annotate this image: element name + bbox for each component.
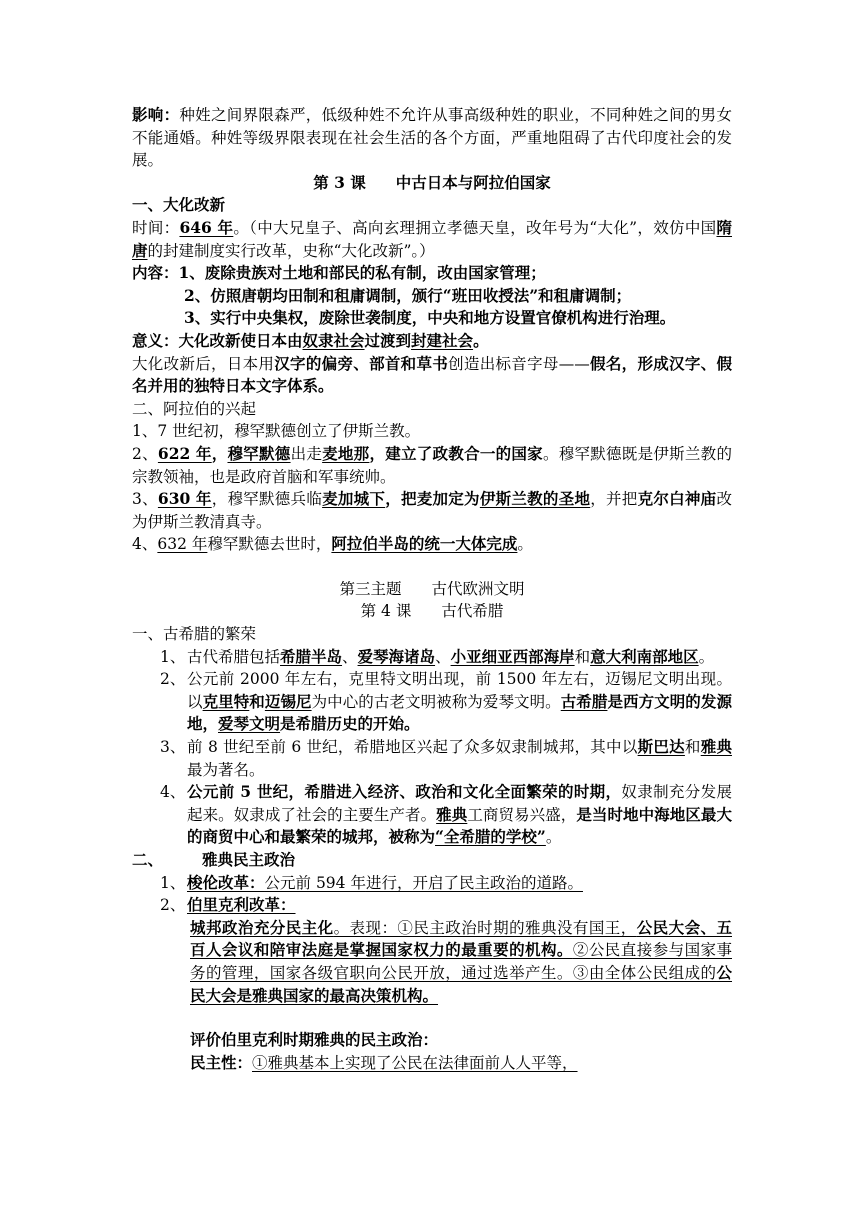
i4-g: 。 — [545, 828, 562, 847]
taika-content-3: 3、实行中央集权，废除世袭制度，中央和地方设置官僚机构进行治理。 — [184, 308, 676, 328]
i1-c: 、 — [342, 647, 358, 666]
list-item — [132, 736, 732, 781]
i3-a: 前 8 世纪至前 6 世纪，希腊地区兴起了众多奴隶制城邦，其中以 — [187, 738, 638, 757]
list-number: 4、 — [160, 783, 186, 802]
theme3-title — [132, 578, 732, 601]
arab3-kaaba: 克尔白神庙 — [637, 489, 717, 509]
arab3-holy: 伊斯兰教的圣地 — [479, 489, 591, 509]
i4-a: 公元前 5 世纪，希腊进入经济、政治和文化全面繁荣的时期， — [187, 782, 622, 802]
arab4-num: 4、 — [132, 535, 158, 554]
meaning-mid: 过渡到 — [364, 330, 412, 350]
i1-f: 小亚细亚西部海岸 — [450, 646, 575, 666]
list-number: 2、 — [160, 896, 186, 915]
time-year: 646 年 — [179, 217, 234, 237]
arab2-muhammad: 穆罕默德 — [227, 443, 291, 463]
arab3-b: ，把麦加定为 — [385, 489, 480, 509]
list-item — [132, 781, 732, 849]
democracy-line — [132, 1052, 732, 1075]
section-heading-athens — [132, 849, 732, 872]
list-number: 1、 — [160, 873, 186, 892]
kana-d: 假名，形成汉字、假名并用的独特日本文字体系。 — [132, 353, 732, 396]
time-label: 时间： — [132, 218, 180, 237]
block-b: 。表现：①民主政治时期的雅典没有国王， — [333, 918, 637, 937]
meaning-a: 意义：大化改新使日本由 — [132, 330, 303, 350]
solon-label: 梭伦改革： — [187, 872, 265, 892]
pericles-label: 伯里克利改革： — [187, 895, 296, 915]
arab-item-1: 1、7 世纪初，穆罕默德创立了伊斯兰教。 — [132, 422, 421, 441]
content-item: 1、废除贵族对土地和部民的私有制，改由国家管理； — [178, 263, 546, 283]
arab3-mecca: 麦加城下 — [322, 489, 386, 509]
i3-c: 和 — [684, 738, 701, 757]
kana-b: 汉字的偏旁、部首和草书 — [274, 353, 449, 373]
kana-a: 大化改新后，日本用 — [132, 354, 275, 373]
intro-paragraph — [132, 104, 732, 172]
i2-e: 为中心的古老文明被称为爱琴文明。 — [311, 692, 561, 711]
demo-label: 民主性： — [190, 1052, 253, 1072]
arab4-year: 632 年 — [157, 535, 208, 554]
i2-b: 克里特 — [202, 691, 250, 711]
lesson4-number: 第 4 课 — [360, 602, 412, 621]
arab-item-2 — [132, 443, 732, 488]
i4-d: 工商贸易兴盛， — [467, 805, 577, 824]
list-item — [132, 668, 732, 736]
i3-d: 雅典 — [700, 737, 732, 757]
section-heading-taika: 一、大化改新 — [132, 195, 226, 215]
arab2-c: 。穆罕默德既是伊斯兰教的宗教领袖，也是政府首脑和军事统帅。 — [132, 444, 732, 486]
lesson3-name: 中古日本与阿拉伯国家 — [395, 172, 551, 192]
greece-list — [132, 646, 732, 849]
i2-c: 和 — [249, 691, 265, 711]
arab2-year: 622 年 — [157, 443, 212, 463]
demo-text: ①雅典基本上实现了公民在法律面前人人平等， — [252, 1053, 578, 1072]
arab2-b: ，建立了政教合一的国家 — [369, 443, 543, 463]
meaning-end: 。 — [473, 330, 489, 350]
evaluation-heading: 评价伯里克利时期雅典的民主政治： — [190, 1030, 439, 1050]
arab-item-3 — [132, 488, 732, 533]
list-number: 3、 — [160, 738, 186, 757]
list-item — [132, 894, 732, 917]
arab4-a: 穆罕默德去世时， — [207, 535, 332, 554]
i4-b: 奴隶制充分发展起来。奴隶成了社会的主要生产者。 — [187, 783, 732, 824]
i1-g: 和 — [574, 647, 591, 666]
i1-a: 古代希腊包括 — [187, 647, 281, 666]
meaning-slave: 奴隶社会 — [302, 330, 365, 350]
i2-g: 是西方文明的发源地， — [187, 691, 732, 734]
i3-e: 最为著名。 — [187, 760, 265, 779]
i1-i: 。 — [698, 647, 715, 666]
arab3-a: ，穆罕默德兵临 — [211, 490, 323, 509]
arab3-c: ，并把 — [590, 490, 638, 509]
section-heading-greece: 一、古希腊的繁荣 — [132, 625, 257, 644]
solon-text: 进行，开启了民主政治的道路。 — [365, 873, 583, 892]
block-e: 公民大会是雅典国家的最高决策机构。 — [190, 962, 732, 1005]
time-text-a: 。（中大兄皇子、高向玄理拥立孝德天皇，改年号为“大化”，效仿中国 — [233, 218, 717, 237]
arab4-b: 阿拉伯半岛的统一大体完成 — [331, 534, 518, 554]
arab3-d: 改为伊斯兰教清真寺。 — [132, 490, 732, 531]
time-text-b: 的封建制度实行改革，史称“大化改新”。） — [147, 241, 435, 260]
i2-a: 公元前 2000 年左右，克里特文明出现，前 1500 年左右，迈锡尼文明出现。以 — [187, 670, 732, 711]
i2-i: 是希腊历史的开始。 — [280, 714, 420, 734]
arab-item-4 — [132, 533, 732, 556]
arab3-num: 3、 — [132, 490, 158, 509]
block-c: 公民大会、五百人会议和陪审法庭是掌握国家权力的最重要的机构。 — [190, 917, 732, 960]
arab2-a: 出走 — [290, 444, 323, 463]
list-number: 2、 — [160, 670, 186, 689]
i3-b: 斯巴达 — [637, 737, 685, 757]
time-suitang: 隋唐 — [132, 217, 732, 260]
taika-time — [132, 217, 732, 262]
list-item — [132, 872, 732, 895]
intro-label: 影响： — [132, 105, 180, 124]
i4-e: 是当时地中海地区最大的商贸中心和最繁荣的城邦，被称为 — [187, 804, 732, 847]
i2-f: 古希腊 — [560, 691, 608, 711]
pericles-block — [132, 917, 732, 1007]
taika-content-2: 2、仿照唐朝均田制和租庸调制，颁行“班田收授法”和租庸调制； — [184, 285, 632, 305]
sec2-title: 雅典民主政治 — [202, 850, 296, 869]
content-label: 内容： — [132, 263, 179, 283]
i2-d: 迈锡尼 — [264, 691, 312, 711]
document-page — [132, 104, 732, 1074]
athens-list — [132, 872, 732, 917]
list-item — [132, 646, 732, 669]
lesson3-title — [132, 172, 732, 195]
arab2-medina: 麦地那 — [322, 443, 370, 463]
arab3-year: 630 年 — [157, 489, 212, 509]
i1-e: 、 — [435, 647, 451, 666]
i2-h: 爱琴文明 — [218, 714, 281, 734]
lesson3-number: 第 3 课 — [313, 172, 366, 192]
kana-paragraph — [132, 353, 732, 398]
i1-h: 意大利南部地区 — [590, 646, 699, 666]
theme3-name: 古代欧洲文明 — [431, 579, 525, 598]
lesson4-name: 古代希腊 — [441, 602, 504, 621]
sec2-num: 二、 — [132, 850, 164, 869]
list-number: 1、 — [160, 647, 186, 666]
arab2-num: 2、 — [132, 444, 158, 463]
i1-d: 爱琴海诸岛 — [357, 646, 436, 666]
meaning-feudal: 封建社会 — [411, 330, 474, 350]
i4-f: “全希腊的学校” — [435, 827, 546, 847]
arab4-c: 。 — [517, 535, 533, 554]
taika-content-1 — [132, 262, 732, 285]
kana-c: 创造出标音字母—— — [448, 354, 590, 373]
taika-meaning — [132, 330, 732, 353]
arab2-comma: ， — [211, 443, 228, 463]
block-d: ②公民直接参与国家事务的管理，国家各级官职向公民开放，通过选举产生。③由全体公民组成的 — [190, 941, 732, 982]
section-heading-arab: 二、阿拉伯的兴起 — [132, 399, 257, 418]
intro-text: 种姓之间界限森严，低级种姓不允许从事高级种姓的职业，不同种姓之间的男女不能通婚。种姓等级界限表现在社会生活的各个方面，严重地阻碍了古代印度社会的发展。 — [132, 106, 732, 170]
block-a: 城邦政治充分民主化 — [190, 917, 334, 937]
theme3-number: 第三主题 — [339, 579, 402, 598]
lesson4-title — [132, 600, 732, 623]
solon-year: 公元前 594 年 — [264, 873, 366, 892]
i1-b: 希腊半岛 — [280, 646, 343, 666]
i4-c: 雅典 — [436, 804, 468, 824]
